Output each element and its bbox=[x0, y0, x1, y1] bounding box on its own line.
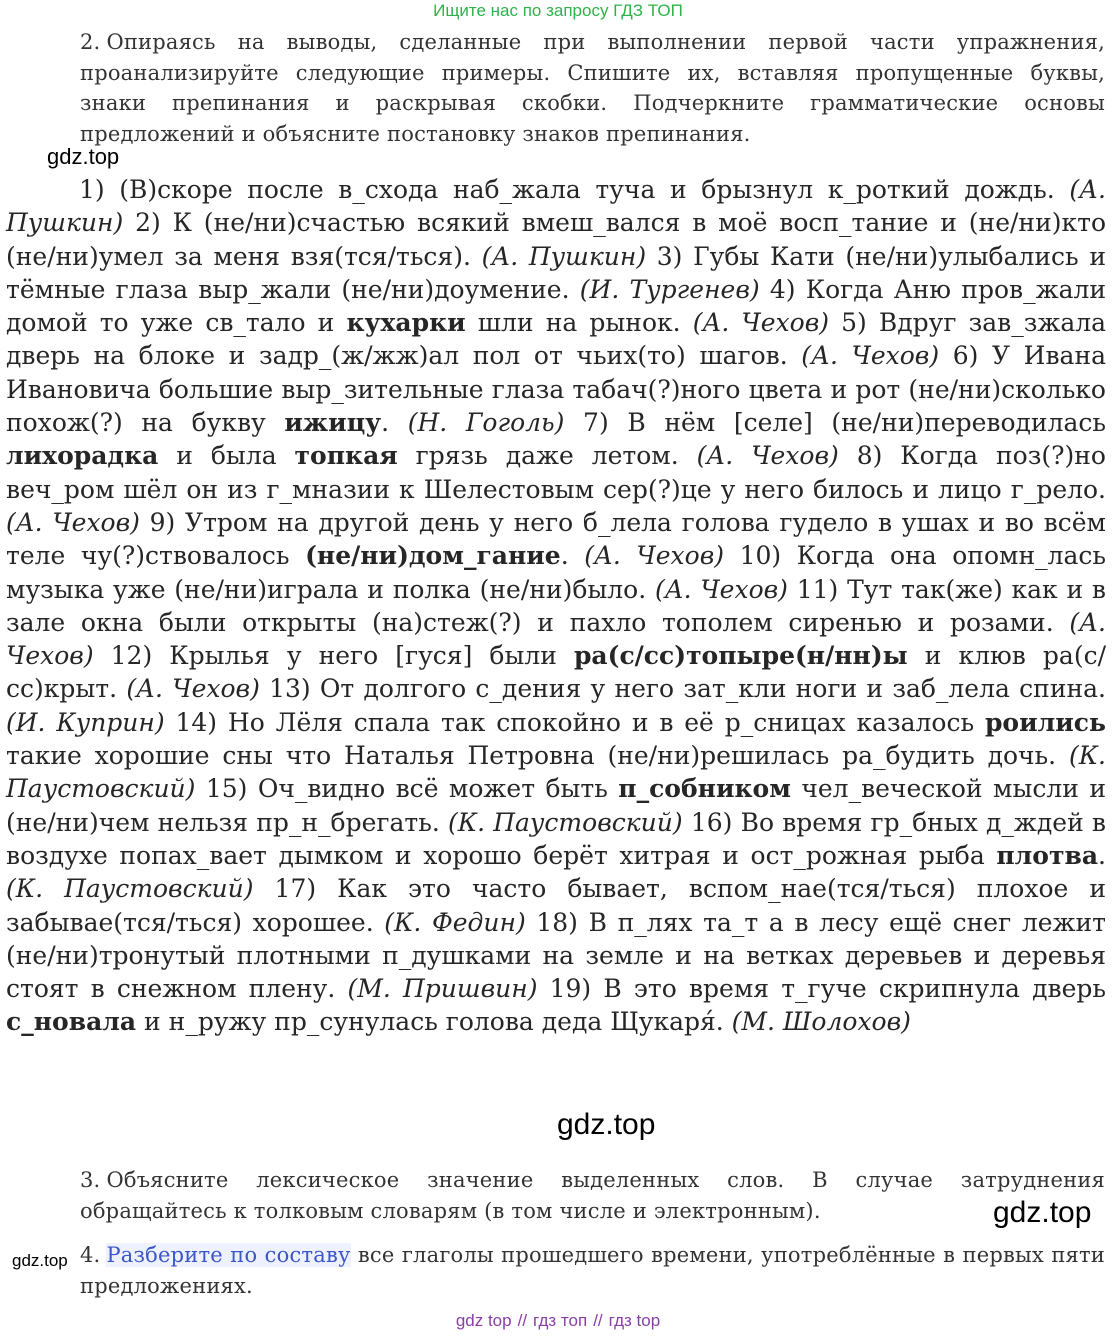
watermark: gdz.top bbox=[12, 1251, 68, 1270]
banner-link[interactable]: гдз top bbox=[608, 1311, 661, 1330]
highlighted-word: ижицу bbox=[284, 408, 382, 438]
example-author: (А. Чехов) bbox=[654, 574, 788, 604]
example-sentence: 6) У Ивана Ивановича большие выр_зительные глаза табач(?)ного цвета и рот (не/ни)сколько похож(?) на букву bbox=[6, 341, 1107, 438]
task-2 bbox=[80, 27, 1105, 149]
highlighted-word: плотва bbox=[996, 840, 1099, 870]
example-sentence: 10) Когда она опомн_лась музыка уже (не/ни)играла и полка (не/ни)было. bbox=[6, 541, 1107, 604]
example-sentence: 18) В п_лях та_т а в лесу ещё снег лежит (не/ни)тронутый плотными п_душками на земле и на ветках деревьев и деревья стоят в снежном плену. bbox=[6, 907, 1107, 1004]
task-text: все глаголы прошедшего времени, употреблённые в первых пяти предложениях. bbox=[80, 1243, 1105, 1298]
example-author: (И. Куприн) bbox=[6, 707, 165, 737]
example-sentence: 1) (В)скоре после в_схода наб_жала туча и брызнул к_роткий дождь. bbox=[79, 175, 1070, 204]
example-author: (А. Пушкин) bbox=[481, 241, 647, 271]
highlighted-word: (не/ни)дом_гание bbox=[305, 541, 561, 571]
bottom-banner bbox=[0, 1311, 1116, 1331]
example-sentence: 13) От долгого с_дения у него зат_кли ноги и заб_лела спина. bbox=[259, 674, 1107, 704]
banner-link[interactable]: gdz top bbox=[455, 1311, 512, 1330]
example-author: (К. Паустовский) bbox=[6, 741, 1106, 804]
watermark: gdz.top bbox=[993, 1196, 1092, 1229]
example-sentence: 5) Вдруг зав_зжала дверь на блоке и задр_(ж/жж)ал пол от чьих(то) шагов. bbox=[6, 308, 1107, 371]
example-sentence: 3) Губы Кати (не/ни)улыбались и тёмные глаза выр_жали (не/ни)доумение. bbox=[6, 241, 1106, 304]
example-sentence: 16) Во время гр_бных д_ждей в воздухе попах_вает дымком и хорошо берёт хитрая и ост_рожная рыба bbox=[6, 807, 1106, 870]
example-sentence: . bbox=[381, 408, 408, 438]
highlighted-word: кухарки bbox=[346, 308, 466, 338]
example-sentence: 8) Когда поз(?)но веч_ром шёл он из г_мназии к Шелестовым сер(?)це у него билось и лицо г_рело. bbox=[6, 441, 1106, 504]
example-author: (К. Федин) bbox=[384, 907, 526, 937]
example-author: (М. Шолохов) bbox=[731, 1007, 911, 1037]
example-author: (М. Пришвин) bbox=[347, 974, 538, 1004]
highlighted-word: топкая bbox=[294, 441, 398, 471]
watermark: gdz.top bbox=[47, 144, 120, 169]
task-4 bbox=[80, 1240, 1105, 1301]
task-text: Опираясь на выводы, сделанные при выполнении первой части упражнения, проанализируйте следующие примеры. Спишите их, вставляя пропущенные буквы, знаки препинания и раскрывая скобки. Подчеркните грамматические основы предложений и объясните постановку знаков препинания. bbox=[80, 30, 1105, 146]
example-sentence: и клюв ра(с/сс)крыт. bbox=[6, 641, 1106, 704]
example-sentence: 17) Как это часто бывает, вспом_нае(тся/ться) плохое и забывае(тся/ться) хорошее. bbox=[6, 874, 1106, 937]
task-number: 3. bbox=[80, 1168, 101, 1192]
example-sentence: такие хорошие сны что Наталья Петровна (не/ни)решилась ра_будить дочь. bbox=[6, 741, 1069, 771]
example-sentence: 4) Когда Аню пров_жали домой то уже св_тало и bbox=[6, 274, 1107, 338]
highlighted-word: ра(с/сс)топыре(н/нн)ы bbox=[573, 641, 908, 671]
task-number: 2. bbox=[80, 30, 101, 54]
example-author: (А. Чехов) bbox=[6, 607, 1106, 671]
highlighted-word: п_собником bbox=[618, 774, 791, 804]
example-sentence: шли на рынок. bbox=[465, 308, 693, 338]
example-author: (А. Чехов) bbox=[584, 541, 725, 571]
example-sentence: чел_веческой мысли и (не/ни)чем нельзя пр_н_брегать. bbox=[6, 774, 1106, 837]
task-text: Объясните лексическое значение выделенных слов. В случае затруднения обращайтесь к толковым словарям (в том числе и электронным). bbox=[80, 1168, 1105, 1223]
example-author: (К. Паустовский) bbox=[447, 807, 683, 837]
examples-paragraph bbox=[6, 173, 1106, 1039]
top-banner: Ищите нас по запросу ГДЗ ТОП bbox=[433, 1, 683, 20]
example-sentence: 9) Утром на другой день у него б_лела голова гудело в ушах и во всём теле чу(?)ствовалось bbox=[6, 507, 1106, 571]
example-sentence: . bbox=[560, 541, 585, 571]
example-sentence: и н_ружу пр_сунулась голова деда Щукаря́. bbox=[136, 1007, 732, 1037]
watermark: gdz.top bbox=[557, 1108, 656, 1141]
example-author: (И. Тургенев) bbox=[579, 274, 760, 304]
banner-link[interactable]: гдз топ bbox=[533, 1311, 588, 1330]
example-author: (А. Чехов) bbox=[692, 308, 830, 338]
example-author: (А. Чехов) bbox=[6, 507, 140, 537]
highlighted-word: лихорадка bbox=[6, 441, 159, 471]
highlighted-word: с_новала bbox=[6, 1007, 137, 1037]
banner-separator: // bbox=[593, 1311, 603, 1330]
highlighted-word: роились bbox=[984, 707, 1106, 737]
example-author: (К. Паустовский) bbox=[6, 874, 254, 904]
example-sentence: грязь даже летом. bbox=[397, 441, 697, 471]
morphemic-analysis-link[interactable]: Разберите по составу bbox=[106, 1243, 351, 1267]
example-sentence: 12) Крылья у него [гуся] были bbox=[93, 641, 574, 671]
example-sentence: 2) К (не/ни)счастью всякий вмеш_вался в моё восп_тание и (не/ни)кто (не/ни)умел за меня взя(тся/ться). bbox=[6, 208, 1106, 271]
example-sentence: 14) Но Лёля спала так спокойно и в её р_сницах казалось bbox=[164, 707, 985, 737]
example-sentence: 11) Тут так(же) как и в зале окна были открыты (на)стеж(?) и пахло тополем сиренью и розами. bbox=[6, 574, 1106, 637]
example-sentence: 15) Оч_видно всё может быть bbox=[195, 774, 619, 804]
example-sentence: . bbox=[1098, 840, 1106, 870]
task-number: 4. bbox=[80, 1243, 101, 1267]
example-sentence: 7) В нём [селе] (не/ни)переводилась bbox=[564, 408, 1106, 438]
example-author: (А. Чехов) bbox=[126, 674, 260, 704]
example-sentence: 19) В это время т_гуче скрипнула дверь bbox=[537, 974, 1106, 1004]
banner-separator: // bbox=[517, 1311, 528, 1330]
example-author: (А. Чехов) bbox=[801, 341, 940, 371]
example-author: (А. Чехов) bbox=[696, 441, 839, 471]
example-sentence: и была bbox=[158, 441, 295, 471]
example-author: (Н. Гоголь) bbox=[407, 408, 565, 438]
example-author: (А. Пушкин) bbox=[6, 175, 1106, 238]
examples-text bbox=[6, 173, 1106, 1039]
task-3 bbox=[80, 1165, 1105, 1226]
